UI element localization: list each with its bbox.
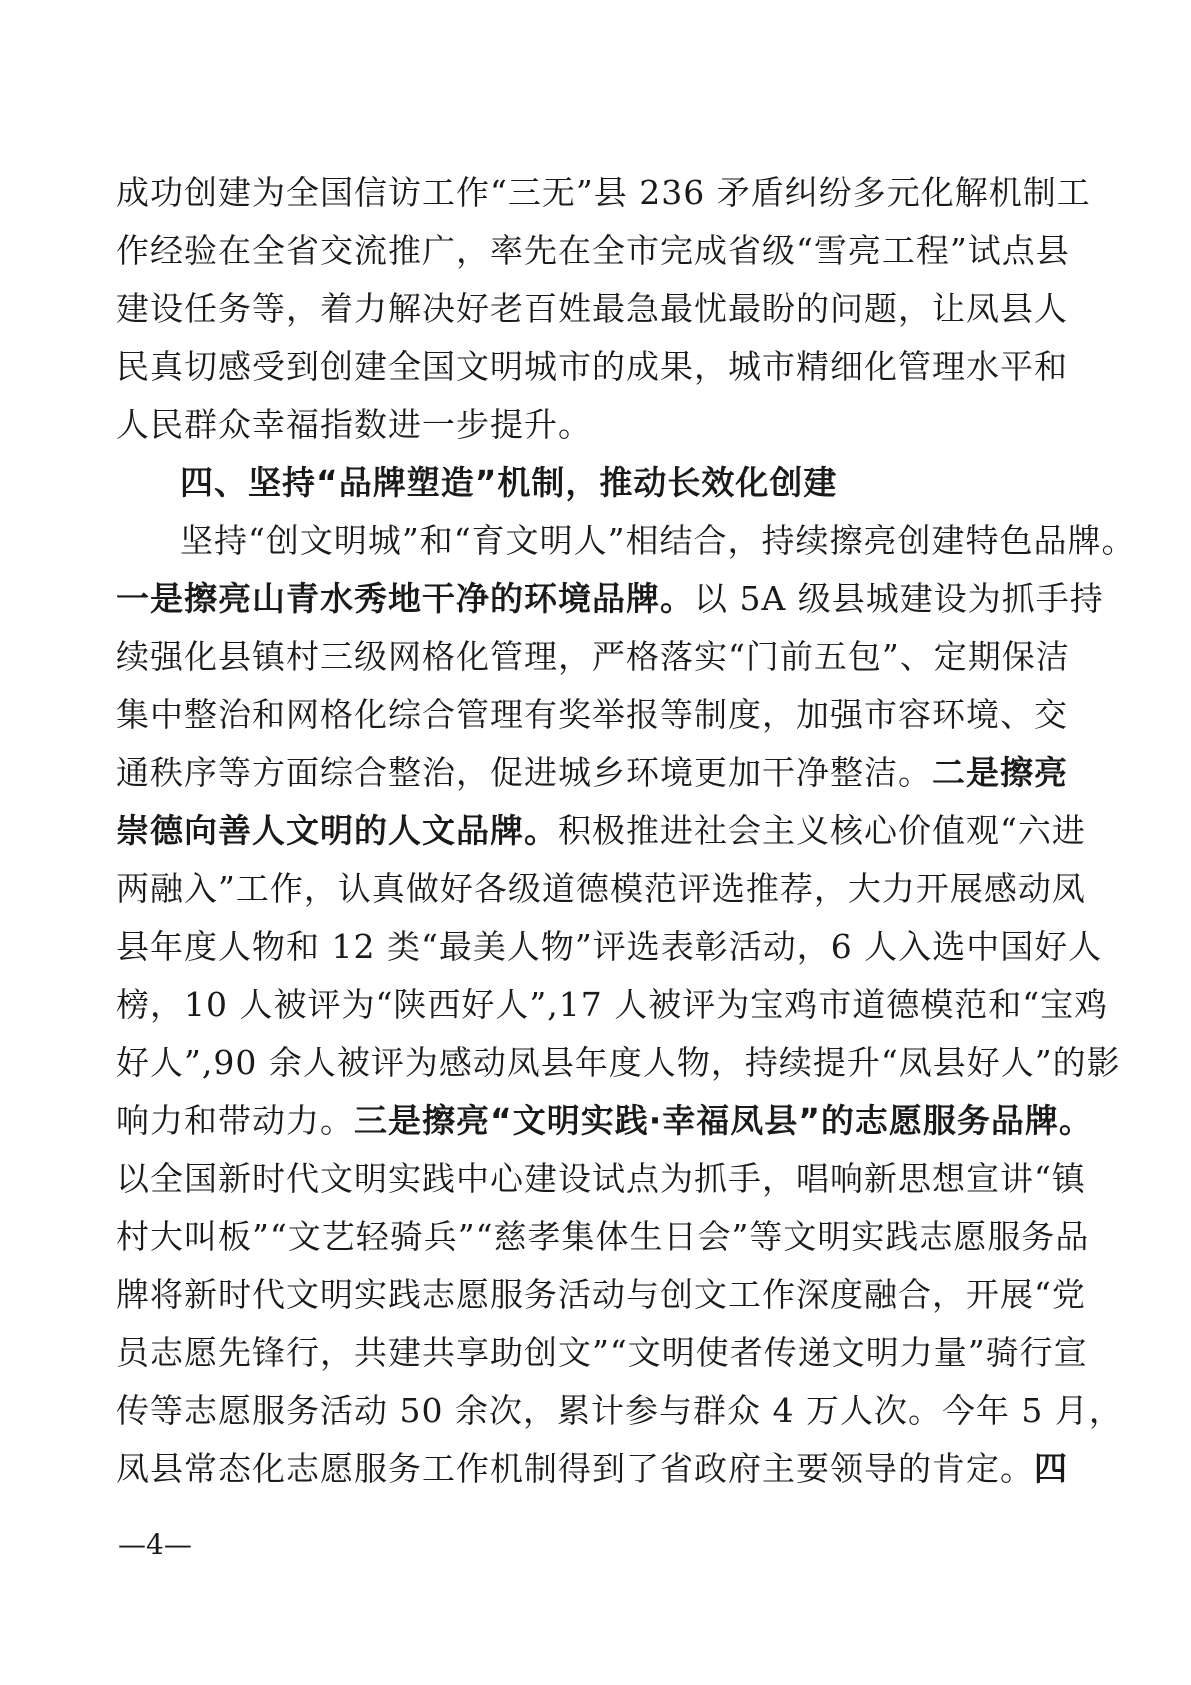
bold-lead-text: 崇德向善人文明的人文品牌。 (116, 811, 558, 850)
page-number: —4— (118, 1528, 192, 1561)
paragraph-line: 两融入”工作，认真做好各级道德模范评选推荐，大力开展感动凤 (116, 869, 1086, 908)
paragraph-line: 作经验在全省交流推广，率先在全市完成省级“雪亮工程”试点县 (116, 231, 1070, 270)
paragraph-line: 坚持“创文明城”和“育文明人”相结合，持续擦亮创建特色品牌。 (180, 521, 1136, 560)
paragraph-line (116, 579, 1104, 619)
section-heading: 四、坚持“品牌塑造”机制，推动长效化创建 (180, 463, 838, 502)
paragraph-line: 牌将新时代文明实践志愿服务活动与创文工作深度融合，开展“党 (116, 1275, 1086, 1314)
paragraph-line (116, 811, 1086, 851)
paragraph-text: 响力和带动力。 (116, 1101, 354, 1140)
paragraph-text: 凤县常态化志愿服务工作机制得到了省政府主要领导的肯定。 (116, 1449, 1034, 1488)
paragraph-line: 民真切感受到创建全国文明城市的成果，城市精细化管理水平和 (116, 347, 1068, 386)
bold-lead-text: 二是擦亮 (932, 753, 1068, 792)
paragraph-line: 员志愿先锋行，共建共享助创文”“文明使者传递文明力量”骑行宣 (116, 1333, 1088, 1372)
bold-lead-text: 三是擦亮“文明实践·幸福凤县”的志愿服务品牌。 (354, 1101, 1093, 1140)
paragraph-line: 集中整治和网格化综合管理有奖举报等制度，加强市容环境、交 (116, 695, 1068, 734)
paragraph-line (116, 1449, 1068, 1489)
paragraph-line: 建设任务等，着力解决好老百姓最急最忧最盼的问题，让凤县人 (116, 289, 1068, 328)
paragraph-line: 以全国新时代文明实践中心建设试点为抓手，唱响新思想宣讲“镇 (116, 1159, 1086, 1198)
paragraph-line: 村大叫板”“文艺轻骑兵”“慈孝集体生日会”等文明实践志愿服务品 (116, 1217, 1090, 1256)
paragraph-line: 传等志愿服务活动 50 余次，累计参与群众 4 万人次。今年 5 月， (116, 1391, 1123, 1430)
paragraph-line: 人民群众幸福指数进一步提升。 (116, 405, 592, 444)
paragraph-line: 县年度人物和 12 类“最美人物”评选表彰活动，6 人入选中国好人 (116, 927, 1103, 966)
paragraph-line: 成功创建为全国信访工作“三无”县 236 矛盾纠纷多元化解机制工 (116, 173, 1091, 212)
bold-lead-text: 四 (1034, 1449, 1068, 1488)
paragraph-line (116, 1101, 1093, 1141)
paragraph-text: 以 5A 级县城建设为抓手持 (694, 579, 1104, 618)
paragraph-text: 积极推进社会主义核心价值观“六进 (558, 811, 1086, 850)
paragraph-text: 通秩序等方面综合整治，促进城乡环境更加干净整洁。 (116, 753, 932, 792)
paragraph-line: 续强化县镇村三级网格化管理，严格落实“门前五包”、定期保洁 (116, 637, 1070, 676)
paragraph-line (116, 753, 1068, 793)
paragraph-line: 榜，10 人被评为“陕西好人”,17 人被评为宝鸡市道德模范和“宝鸡 (116, 985, 1109, 1024)
bold-lead-text: 一是擦亮山青水秀地干净的环境品牌。 (116, 579, 694, 618)
paragraph-line: 好人”,90 余人被评为感动凤县年度人物，持续提升“凤县好人”的影 (116, 1043, 1121, 1082)
